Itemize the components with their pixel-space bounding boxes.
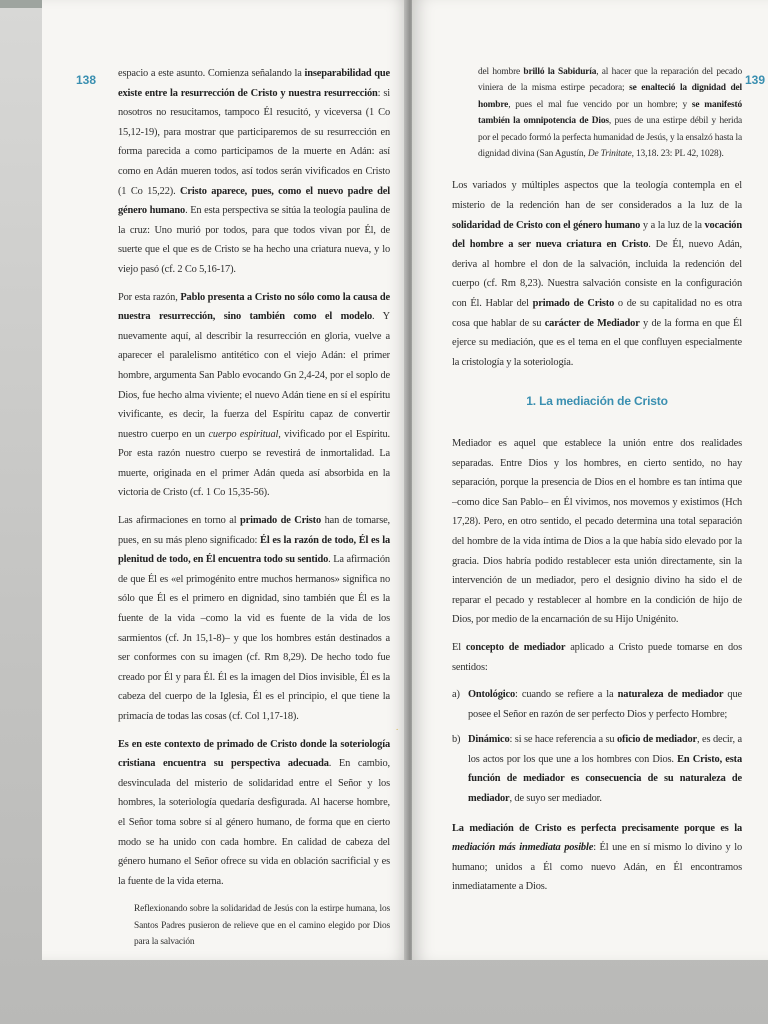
bold-text: naturaleza de mediador <box>617 689 724 701</box>
text-run: . La afirmación de que Él es «el primogénito entre muchos hermanos» significa no sólo que Él es el primero en dignidad, sino también que Él es la fuente de la vida –como la vid es fuente de la vida de los sarmientos (cf. Jn 15,1-8)– y que los hombres están destinados a ser conformes con su imagen (cf. Rm 8,29). De hecho todo fue creado por Él y para Él. Él es la imagen del Dios invisible, Él es la cabeza del cuerpo de la Iglesia, Él es el principio, el que tiene la primacía de todas las cosas (cf. Col 1,17-18). <box>118 554 390 722</box>
section-heading: 1. La mediación de Cristo <box>526 394 668 409</box>
body-paragraph <box>118 288 390 504</box>
text-run: aplicado a Cristo puede tomarse en dos sentidos: <box>452 641 742 673</box>
list-text <box>468 685 742 724</box>
text-run: , 13,18. 23: PL 42, 1028). <box>631 149 724 160</box>
mediator-list <box>452 685 742 809</box>
bold-text: vocación del hombre a ser nueva criatura en Cristo <box>452 219 742 251</box>
bold-text: primado de Cristo <box>240 515 322 527</box>
text-run: , vivificado por el Espíritu. Por esta razón nuestro cuerpo se revestirá de inmortalidad. La muerte, originada en el primer Adán queda así absorbida en la victoria de Cristo (cf. 1 Co 15,35-56). <box>118 428 391 499</box>
bold-text: Dinámico <box>468 734 510 746</box>
text-run: , pues de una estirpe débil y herida por el pecado formó la perfecta humanidad de Jesús, y la ensalzó hasta la dignidad divina (San Agustín, <box>478 116 743 160</box>
body-paragraph <box>118 64 390 280</box>
pen-mark: . <box>396 722 399 732</box>
text-run: del hombre <box>478 67 524 77</box>
bold-text: Cristo aparece, pues, como el nuevo padre del género humano <box>118 185 390 217</box>
text-run: Los variados y múltiples aspectos que la teología contempla en el misterio de la redención han de ser considerados a la luz de la <box>452 180 742 212</box>
text-run: , de suyo ser mediador. <box>509 793 602 805</box>
bold-text: Ontológico <box>468 689 515 701</box>
text-run: . De Él, nuevo Adán, deriva al hombre el don de la salvación, incluida la redención del cuerpo (cf. Rm 8,23). Nuestra salvación consiste en la configuración con Él. Hablar del <box>452 239 742 309</box>
text-run: o de su capitalidad no es otra cosa que hablar de su <box>452 298 743 329</box>
text-run: . En cambio, desvinculada del misterio de solidaridad entre el Señor y los hombres, la soteriología quedaría desfigurada. Al hacerse hombre, el Señor toma sobre sí al género humano, de forma que en cierto modo se ha unido con cada hombre. En calidad de cabeza del género humano el Señor ofrece su vida en oblación sacrificial y es la fuente de la vida eterna. <box>118 758 391 887</box>
bold-text: carácter de Mediador <box>544 317 640 329</box>
text-run: : si se hace referencia a su <box>509 734 617 746</box>
bold-text: mediación más inmediata posible <box>452 842 594 854</box>
italic-text: cuerpo espiritual <box>208 428 279 440</box>
list-marker: b) <box>452 734 461 746</box>
bold-text: se manifestó también la omnipotencia de Dios <box>478 99 742 127</box>
italic-text: De Trinitate <box>587 149 632 160</box>
text-run: , al hacer que la reparación del pecado viniera de la misma estirpe pecadora; <box>478 67 742 94</box>
body-paragraph <box>118 735 390 892</box>
intro-paragraph <box>452 176 742 372</box>
text-run: Reflexionando sobre la solidaridad de Jesús con la estirpe humana, los Santos Padres pusieron de relieve que en el camino elegido por Dios para la salvación <box>134 904 390 948</box>
text-run: , pues el mal fue vencido por un hombre; y <box>508 99 692 110</box>
list-marker: a) <box>452 689 460 701</box>
text-run: : si nosotros no resucitamos, tampoco Él resucitó, y viceversa (1 Co 15,12-19), para mostrar que participaremos de su resurrección en forma parecida a como participamos de la muerte en Adán: así como en Adán mueren todos, así todos serán vivificados en Cristo (1 Co 15,22). <box>118 87 390 197</box>
list-item <box>452 685 742 724</box>
bold-text: Es en este contexto de primado de Cristo donde la soteriología cristiana encuentra su perspectiva adecuada <box>118 738 390 770</box>
text-run: que posee el Señor en razón de ser perfecto Dios y perfecto Hombre; <box>468 689 742 720</box>
right-paragraphs <box>452 434 742 677</box>
bold-text: Pablo presenta a Cristo no sólo como la causa de nuestra resurrección, sino también como el modelo <box>118 291 391 323</box>
text-run: Mediador es aquel que establece la unión entre dos realidades separadas. Entre Dios y los hombres, en cierto sentido, no hay separación, porque la presencia de Dios en el hombre es tan íntima que –como dice San Pablo– en Él vivimos, nos movemos y existimos (Hch 17,28). Pero, en otro sentido, el pecado determina una total separación del hombre de la vida íntima de Dios a la que había sido elevado por la gracia. Dios habría podido restablecer esta unión directamente, sin la intervención de un mediador, pero el designio divino ha sido el de reparar el pecado y restablecer al hombre en la condición de hijo de Dios, por medio de la encarnación de su Hijo Unigénito. <box>452 437 742 626</box>
left-page <box>42 0 410 960</box>
right-page <box>396 0 768 960</box>
body-paragraph <box>452 434 742 630</box>
text-run: . En esta perspectiva se sitúa la teología paulina de la cruz: Uno murió por todos, para que todos vivan por Él, de suerte que el que es de Cristo se ha hecho una criatura nueva, y lo viejo pasó (cf. 2 Co 5,16-17). <box>118 205 390 275</box>
text-run: : Él une en sí mismo lo divino y lo humano; unidos a Él como nuevo Adán, en Él encontramos inmediatamente a Dios. <box>452 842 742 893</box>
list-text <box>468 730 742 808</box>
right-page-text <box>452 64 742 905</box>
body-paragraph <box>452 638 742 677</box>
list-item <box>452 730 742 808</box>
text-run: y a la luz de la <box>640 219 705 231</box>
page-number-right: 139 <box>745 73 766 87</box>
right-footnote <box>452 64 742 162</box>
bold-text: Él es la razón de todo, Él es la plenitud de todo, en Él encuentra todo su sentido <box>118 534 390 566</box>
bold-text: oficio de mediador <box>616 734 698 746</box>
text-run: : cuando se refiere a la <box>515 689 618 701</box>
text-run: Las afirmaciones en torno al <box>118 515 240 527</box>
bold-text: La mediación de Cristo es perfecta precisamente porque es la <box>452 822 742 834</box>
bold-text: En Cristo, esta función de mediador es consecuencia de su naturaleza de mediador <box>468 753 742 805</box>
bold-text: primado de Cristo <box>532 298 615 309</box>
text-run: , es decir, a los actos por los que une a los hombres con Dios. <box>468 734 743 765</box>
text-run: Por esta razón, <box>118 291 181 303</box>
left-page-text <box>118 64 390 959</box>
bold-text: inseparabilidad que existe entre la resurrección de Cristo y nuestra resurrección <box>118 68 390 99</box>
bold-text: brilló la Sabiduría <box>523 67 597 77</box>
text-run: . Y nuevamente aquí, al describir la resurrección en gloria, vuelve a aparecer el paralelismo antitético con el viejo Adán: el primer hombre, argumenta San Pablo evocando Gn 2,4-24, por el soplo de Dios, fue hecho alma viviente; el nuevo Adán tiene en sí el espíritu vivificante, es decir, la fuerza del Espíritu capaz de convertir nuestro cuerpo en un <box>118 311 390 440</box>
text-run: espacio a este asunto. Comienza señalando la <box>118 68 305 79</box>
text-run: y de la forma en que Él ejerce su mediación, que es el tema en el que confluyen especialmente la cristología y la soteriología. <box>452 317 742 368</box>
left-footnote <box>118 901 390 950</box>
closing-paragraph <box>452 819 742 897</box>
bold-text: concepto de mediador <box>465 641 566 653</box>
text-run: han de tomarse, pues, en su más pleno significado: <box>118 515 390 546</box>
bold-text: solidaridad de Cristo con el género humano <box>452 219 641 231</box>
page-number-left: 138 <box>76 73 97 87</box>
bold-text: se enalteció la dignidad del hombre <box>478 83 742 110</box>
text-run: El <box>452 641 466 653</box>
body-paragraph <box>118 511 390 727</box>
left-paragraphs <box>118 64 390 891</box>
